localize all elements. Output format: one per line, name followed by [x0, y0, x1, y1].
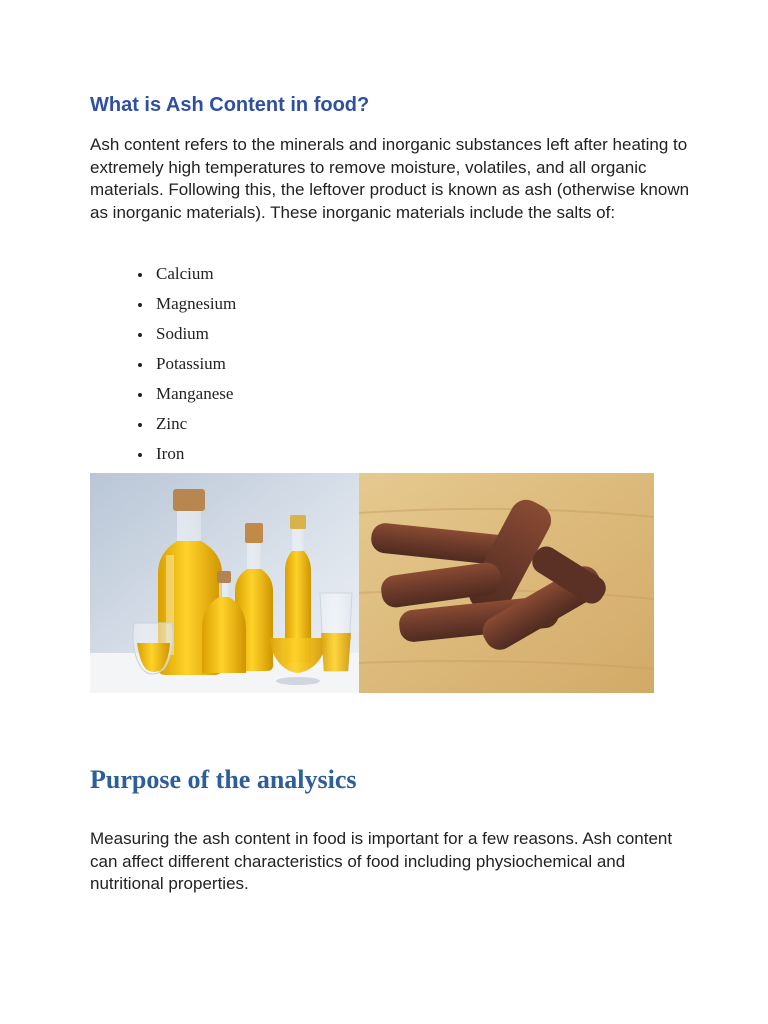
ash-content-heading: What is Ash Content in food? [90, 94, 370, 116]
list-item: Calcium [138, 261, 236, 291]
list-item: Iron [138, 441, 236, 471]
oil-bottles-photo [90, 473, 359, 693]
oil-bottles-illustration [90, 473, 359, 693]
salts-list [138, 261, 236, 471]
purpose-paragraph: Measuring the ash content in food is important for a few reasons. Ash content can affect different characteristics of food including physiochemical and nutritional properties. [90, 829, 673, 894]
list-item: Manganese [138, 381, 236, 411]
list-item: Sodium [138, 321, 236, 351]
list-item: Magnesium [138, 291, 236, 321]
dried-strips-photo [359, 473, 654, 693]
dried-strips-illustration [359, 473, 654, 693]
list-item: Potassium [138, 351, 236, 381]
list-item: Zinc [138, 411, 236, 441]
intro-paragraph: Ash content refers to the minerals and inorganic substances left after heating to extremely high temperatures to remove moisture, volatiles, and all organic materials. Following this, the leftover product is known as ash (otherwise known as inorganic materials). These inorganic materials include the salts of: [90, 135, 690, 222]
purpose-heading: Purpose of the analysics [90, 765, 357, 794]
